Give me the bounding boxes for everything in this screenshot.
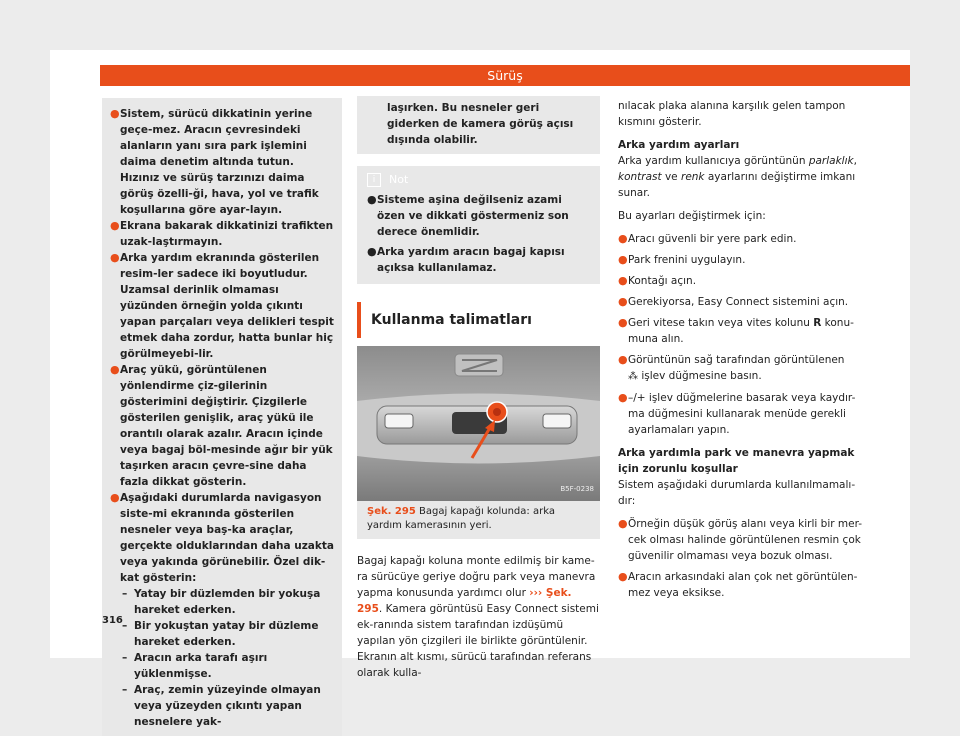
chapter-header: Sürüş [100,65,910,86]
column-middle [357,98,600,681]
conditions-intro: Sistem aşağıdaki durumlarda kullanılmamalı-dır: [618,479,856,507]
warning-continued: laşırken. Bu nesneler geri giderken de kamera görüş açısı dışında olabilir. [357,96,600,154]
condition-item: ● Aracın arkasındaki alan çok net görüntülen-mez veya eksikse. [618,570,858,599]
bullet-icon: ● [618,274,628,287]
figure-link[interactable]: ››› Şek. 295 [357,587,572,615]
bullet-icon: ● [618,232,628,245]
bullet-icon: ● [618,353,628,366]
step-item: ● Görüntünün sağ tarafından görüntülenen ⁂ işlev düğmesine basın. [618,353,845,382]
intro-text: nılacak plaka alanına karşılık gelen tampon kısmını gösterir. [618,100,846,128]
page-number: 316 [102,615,123,626]
sub-item: – Yatay bir düzlemden bir yokuşa hareket ederken. [122,588,321,616]
bullet-icon: ● [618,295,628,308]
bullet-icon: ● [367,193,377,206]
step-item: ● –/+ işlev düğmelerine basarak veya kaydır-ma düğmesini kullanarak menüde gerekli ayarlamaları yapın. [618,391,856,436]
heading-conditions: Arka yardımla park ve manevra yapmak için zorunlu koşullar [618,447,855,475]
plate-light-left [385,414,413,428]
settings-text: Arka yardım kullanıcıya görüntünün parlaklık, kontrast ve renk ayarlarını değiştirme imkanı sunar. [618,155,857,199]
step-item: ● Aracı güvenli bir yere park edin. [618,232,797,245]
tailgate-illustration [357,346,600,501]
condition-item: ● Örneğin düşük görüş alanı veya kirli bir mer-cek olması halinde görüntülenen resmin çok güvenilir olmaması veya bozuk olması. [618,517,863,562]
bullet-icon: ● [618,517,628,530]
step-item: ● Geri vitese takın veya vites kolunu R konu-muna alın. [618,316,854,345]
settings-intro: Bu ayarları değiştirmek için: [618,210,766,222]
plate-light-right [543,414,571,428]
bullet-icon: ● [110,491,120,504]
warning-item: ● Aşağıdaki durumlarda navigasyon siste-mi ekranında gösterilen nesneler veya baş-ka araçlar, gerçekte olduklarından daha uzakta veya yakında görünebilir. Özel dik-kat gösterin: [110,491,334,584]
figure-label: Şek. 295 [367,506,416,517]
info-icon: i [367,173,381,187]
bullet-icon: ● [110,219,120,232]
tailgate-handle-photo [357,346,600,501]
column-right [618,98,863,601]
section-title: Kullanma talimatları [357,302,600,338]
sub-item: – Aracın arka tarafı aşırı yüklenmişse. [122,652,268,680]
bullet-icon: ● [110,251,120,264]
warning-item: ● Sistem, sürücü dikkatinin yerine geçe-mez. Aracın çevresindeki alanların yanı sıra park işlemini daima denetim altında tutun. Hızınız ve sürüş tarzınızı daima görüş özelli-ği, hava, yol ve trafik koşullarına göre ayar-layın. [110,107,319,216]
body-text: Bagaj kapağı koluna monte edilmiş bir kame-ra sürücüye geriye doğru park veya manevra yapma konusunda yardımcı olur ››› Şek. 295. Kamera görüntüsü Easy Connect sistemi ek-ranında sistem tarafından izdüşümü yapılan yön çizgileri ile birlikte görüntülenir. Ekranın alt kısmı, sürücü tarafından referans olarak kulla- [357,555,599,679]
step-item: ● Gerekiyorsa, Easy Connect sistemini açın. [618,295,849,308]
step-item: ● Park frenini uygulayın. [618,253,746,266]
note-box [357,166,600,284]
bullet-icon: ● [618,391,628,404]
figure-code: B5F-0238 [560,485,594,493]
bullet-icon: ● [367,245,377,258]
heading-settings: Arka yardım ayarları [618,139,740,151]
warning-box [102,98,342,736]
gear-r-key: R [813,317,822,329]
note-item: ● Sisteme aşina değilseniz azami özen ve dikkati göstermeniz son derece önemlidir. [367,193,569,238]
note-item: ● Arka yardım aracın bagaj kapısı açıksa kullanılamaz. [367,245,565,274]
step-item: ● Kontağı açın. [618,274,697,287]
note-title: Not [389,173,409,186]
figure [357,346,600,539]
bullet-icon: ● [618,253,628,266]
bullet-icon: ● [618,316,628,329]
warning-item: ● Araç yükü, görüntülenen yönlendirme çiz-gilerinin gösterimini değiştirir. Çizgilerle gösterilen genişlik, araç yükü ile orantılı olarak azalır. Aracın içinde veya bagaj böl-mesinde ağır bir yük taşırken aracın çevre-sine daha fazla dikkat gösterin. [110,363,333,488]
bullet-icon: ● [110,107,120,120]
settings-icon: ⁂ [628,371,638,382]
warning-item: ● Ekrana bakarak dikkatinizi trafikten uzak-laştırmayın. [110,219,334,248]
warning-item: ● Arka yardım ekranında gösterilen resim-ler sadece iki boyutludur. Uzamsal derinlik olmaması yüzünden örneğin yolda çıkıntı yapan parçaları veya delikleri tespit etmek daha zordur, hatta bunlar hiç görülmeyebi-lir. [110,251,334,360]
bullet-icon: ● [618,570,628,583]
sub-item: – Araç, zemin yüzeyinde olmayan veya yüzeyden çıkıntı yapan nesnelere yak- [122,684,321,728]
figure-caption: Şek. 295 Bagaj kapağı kolunda: arka yardım kamerasının yeri. [367,506,555,531]
sub-item: – Bir yokuştan yatay bir düzleme hareket ederken. [122,620,319,648]
page [50,50,910,728]
bullet-icon: ● [110,363,120,376]
